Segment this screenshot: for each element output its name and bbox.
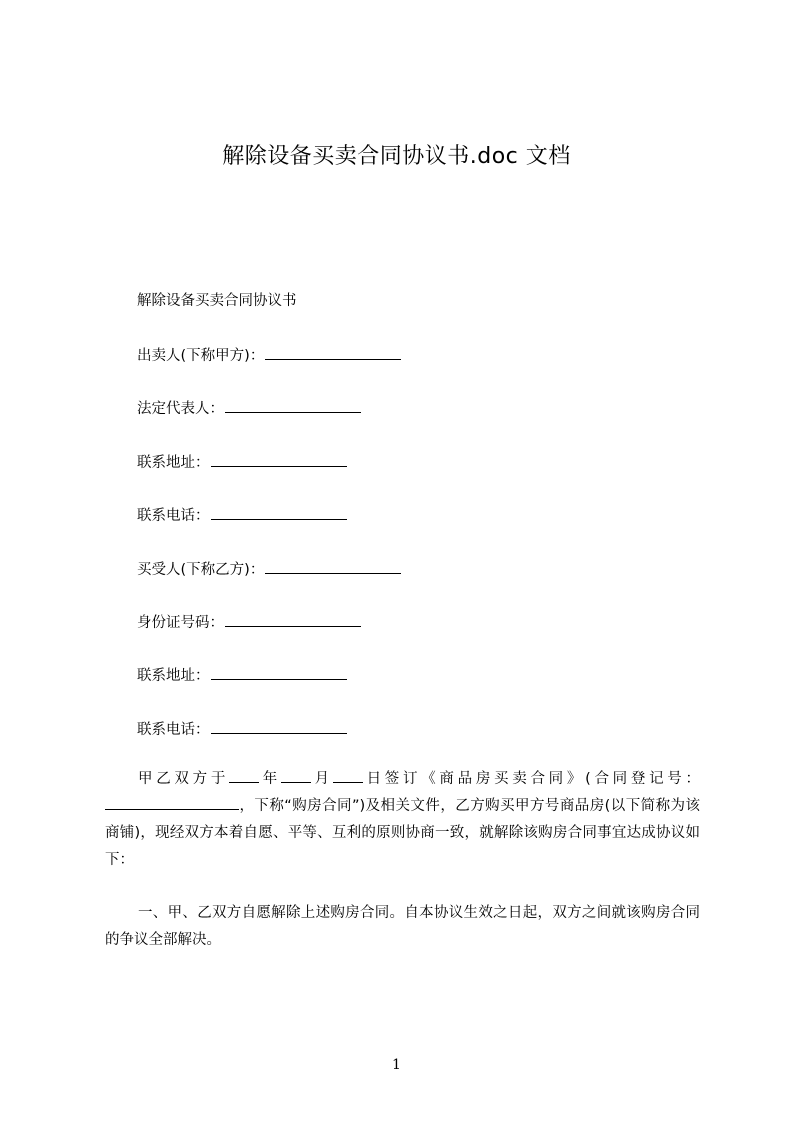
seller-address-blank-line	[211, 452, 347, 467]
seller-address-label: 联系地址：	[137, 455, 210, 471]
seller-address-field	[137, 452, 347, 473]
seller-phone-label: 联系电话：	[137, 508, 210, 524]
buyer-id-blank-line	[225, 612, 361, 627]
buyer-label: 买受人(下称乙方)：	[137, 562, 265, 578]
seller-rep-field	[137, 398, 361, 419]
document-title: 解除设备买卖合同协议书.doc 文档	[222, 144, 571, 169]
buyer-phone-field	[137, 719, 347, 740]
clause-1-text: 一、甲、乙双方自愿解除上述购房合同。自本协议生效之日起，双方之间就该购房合同的争议全部解决。	[105, 905, 700, 948]
seller-field	[137, 345, 401, 366]
agreement-heading	[137, 291, 297, 311]
seller-label: 出卖人(下称甲方)：	[137, 348, 265, 364]
intro-text-1: 甲乙双方于	[138, 771, 230, 787]
buyer-blank-line	[265, 559, 401, 574]
buyer-address-label: 联系地址：	[137, 668, 210, 684]
seller-rep-label: 法定代表人：	[137, 401, 224, 417]
intro-text-3: 月	[310, 771, 333, 787]
agreement-heading-text: 解除设备买卖合同协议书	[137, 293, 297, 309]
buyer-phone-label: 联系电话：	[137, 722, 210, 738]
buyer-id-label: 身份证号码：	[137, 615, 224, 631]
buyer-address-field	[137, 665, 347, 686]
contract-number-blank	[105, 795, 239, 810]
year-blank	[229, 768, 259, 783]
day-blank	[333, 768, 363, 783]
seller-rep-blank-line	[225, 398, 361, 413]
seller-blank-line	[265, 345, 401, 360]
buyer-phone-blank-line	[211, 719, 347, 734]
buyer-address-blank-line	[211, 665, 347, 680]
buyer-field	[137, 559, 401, 580]
intro-text-2: 年	[259, 771, 281, 787]
intro-text-4: 日签订《商品房买卖合同》(合同登记号：	[362, 771, 701, 787]
intro-text-5: ，下称“购房合同”)及相关文件，乙方购买甲方号商品房(以下简称为该商铺)，现经双方本着自愿、平等、互利的原则协商一致，就解除该购房合同事宜达成协议如下：	[105, 798, 700, 868]
clause-1-paragraph	[105, 900, 700, 954]
month-blank	[281, 768, 311, 783]
page-number: 1	[392, 1057, 401, 1073]
seller-phone-blank-line	[211, 505, 347, 520]
seller-phone-field	[137, 505, 347, 526]
buyer-id-field	[137, 612, 361, 633]
intro-paragraph	[105, 766, 700, 874]
